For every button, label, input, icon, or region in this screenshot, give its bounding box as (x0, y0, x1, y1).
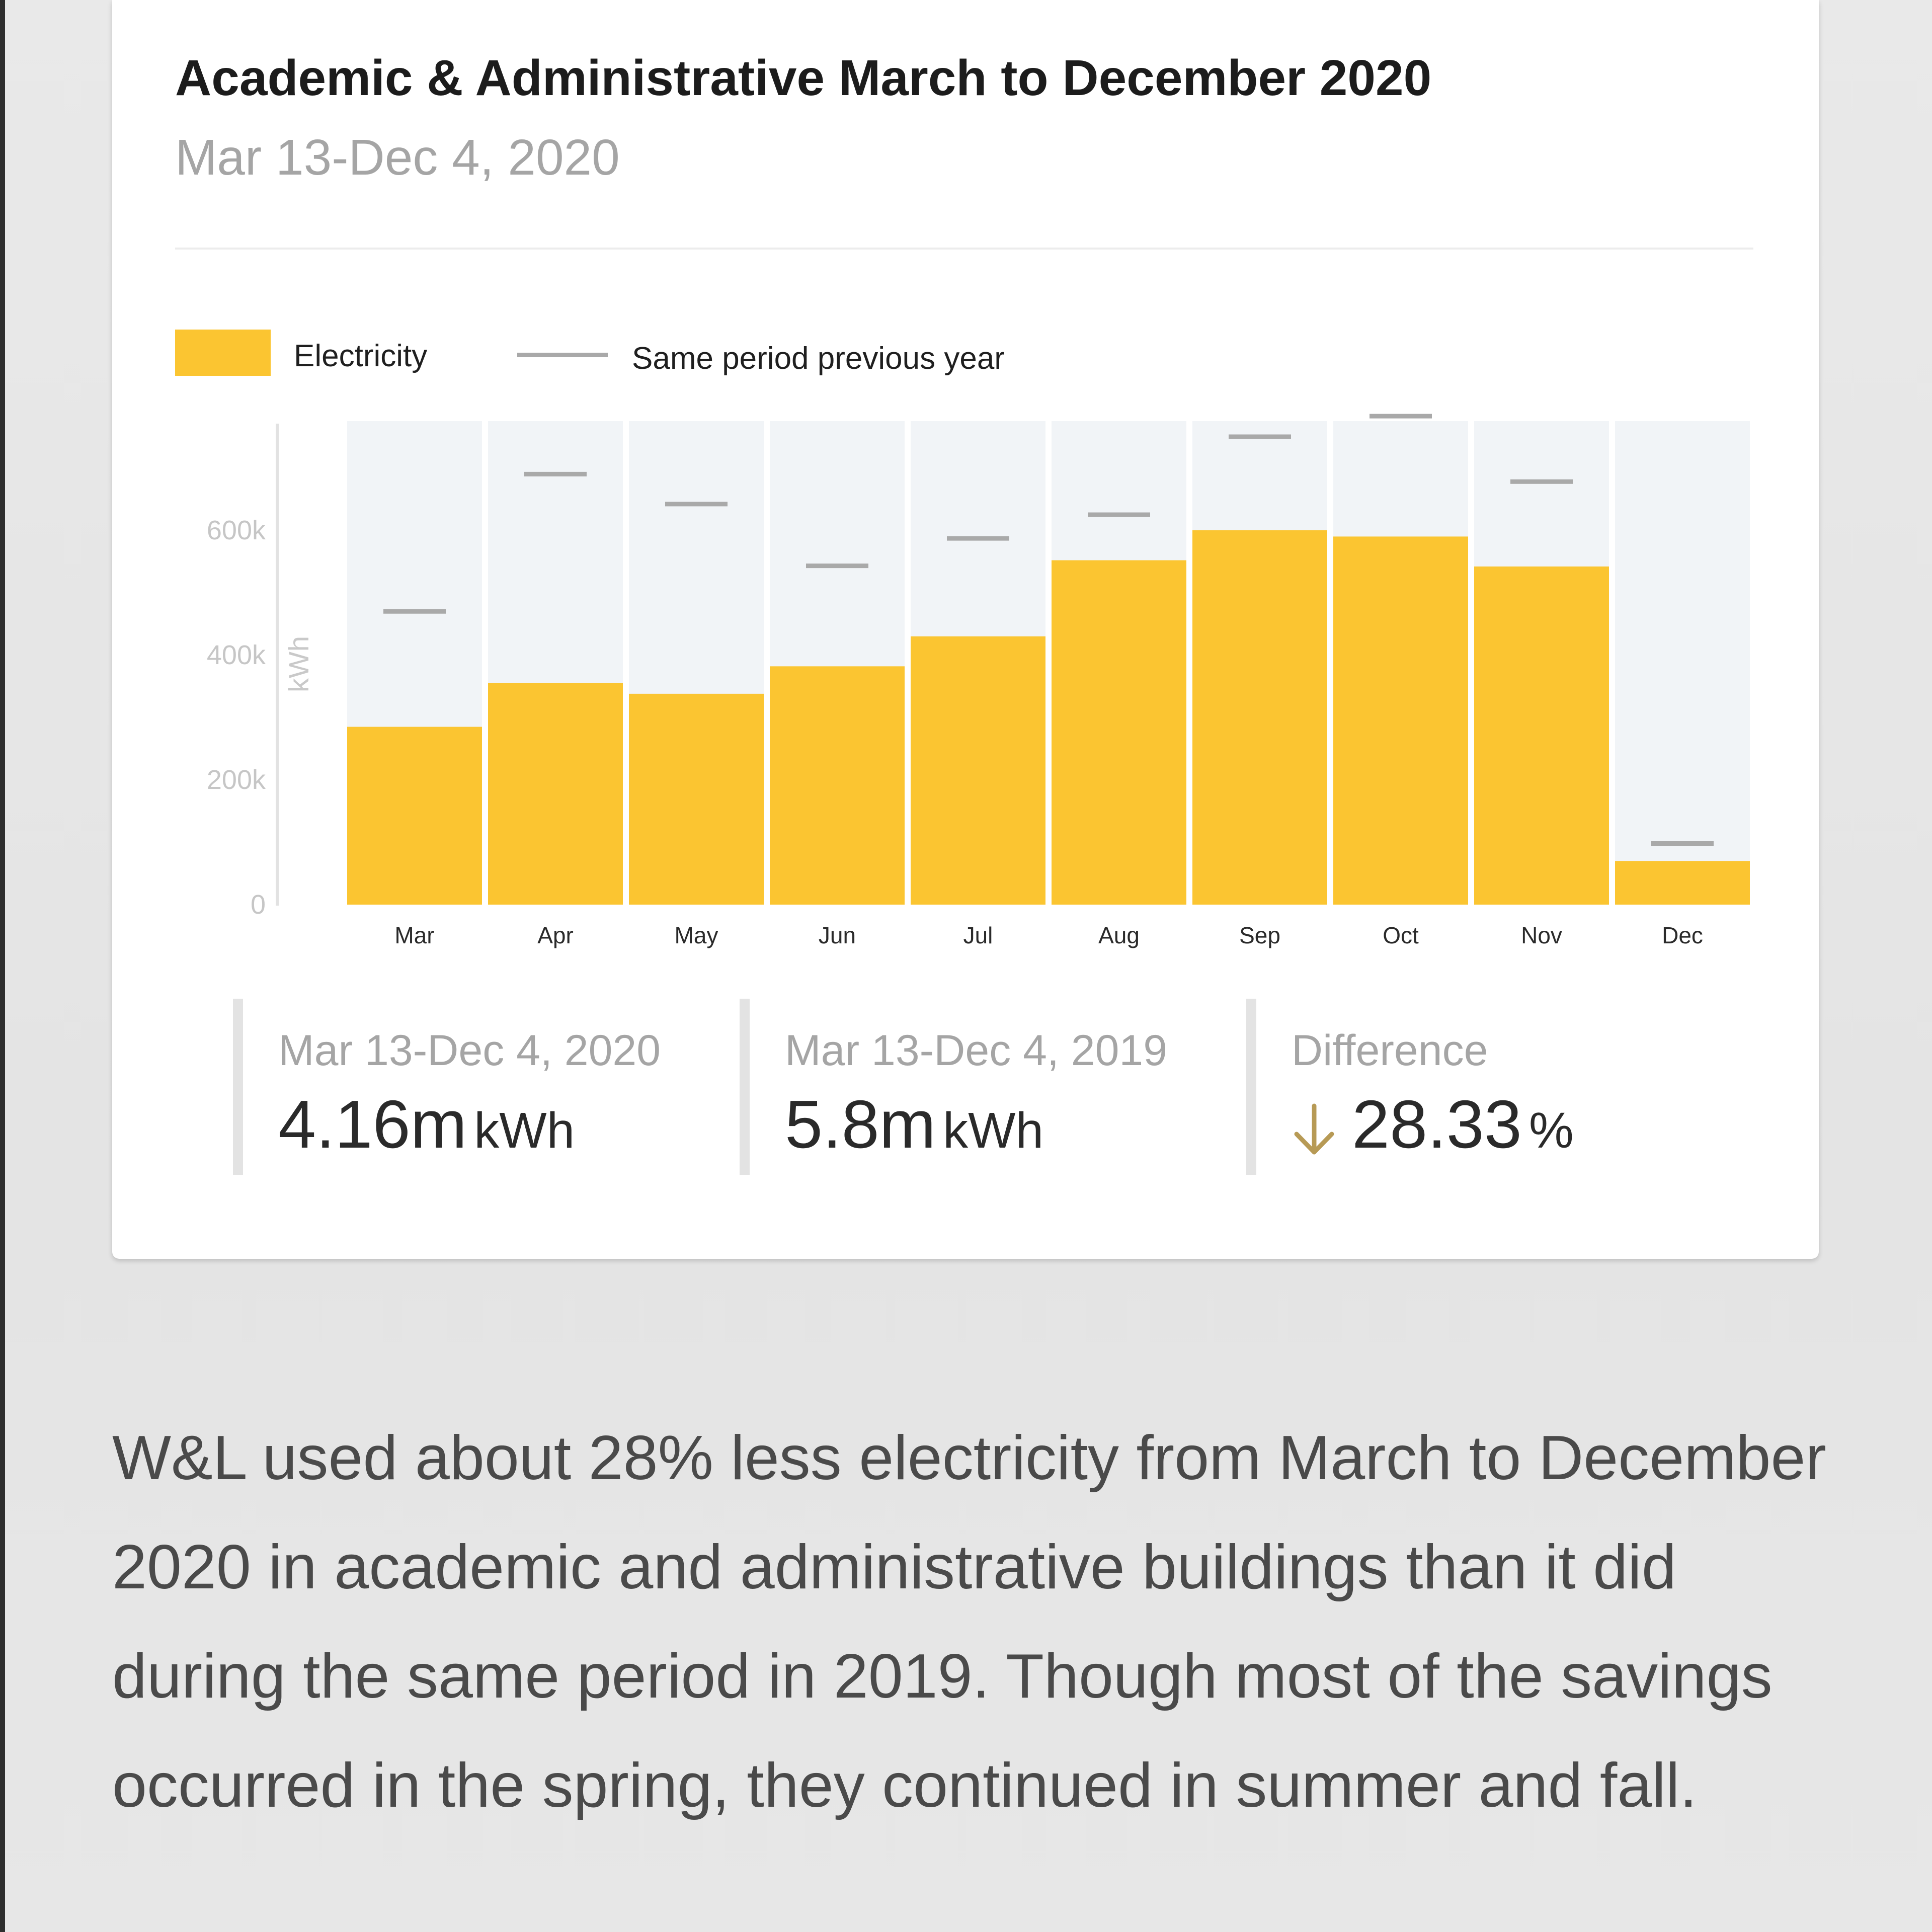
stat-difference (1246, 999, 1749, 1175)
stat-value: 4.16m (278, 1086, 467, 1162)
y-tick-label: 0 (250, 890, 266, 920)
x-tick-label: Jul (963, 922, 993, 948)
bar (1474, 567, 1609, 905)
y-tick-label: 600k (206, 515, 266, 545)
x-tick-label: Apr (537, 922, 574, 948)
y-tick-label: 400k (206, 640, 266, 670)
stat-value: 28.33 (1352, 1086, 1522, 1162)
x-tick-label: May (674, 922, 718, 948)
x-tick-label: Dec (1662, 922, 1703, 948)
stat-current (233, 999, 736, 1175)
stats-row (112, 999, 1819, 1175)
arrow-down-icon (1292, 1102, 1337, 1157)
stat-previous (740, 999, 1243, 1175)
stat-value-row (1292, 1085, 1574, 1163)
legend-label-electricity: Electricity (294, 339, 428, 373)
window-edge (0, 0, 5, 1932)
stat-unit: % (1528, 1102, 1574, 1159)
stat-divider (233, 999, 243, 1175)
body-paragraph: W&L used about 28% less electricity from March to December 2020 in academic and administrative buildings than it did during the same period in 2019. Though most of the savings occurred in the spring, they continued in summer and fall. (112, 1423, 1826, 1820)
stat-label: Mar 13-Dec 4, 2020 (278, 1026, 661, 1075)
bar (488, 683, 623, 905)
stat-label: Mar 13-Dec 4, 2019 (785, 1026, 1168, 1075)
x-tick-label: Oct (1383, 922, 1419, 948)
x-tick-label: Jun (818, 922, 856, 948)
bar (1333, 536, 1468, 905)
bar (770, 666, 905, 905)
stat-unit: kWh (943, 1102, 1044, 1159)
bar (347, 727, 482, 905)
stat-value-row (785, 1085, 1043, 1163)
x-tick-label: Nov (1521, 922, 1562, 948)
stat-label: Difference (1292, 1026, 1488, 1075)
stat-value-row (278, 1085, 575, 1163)
stat-unit: kWh (474, 1102, 575, 1159)
y-axis-title: kWh (283, 636, 314, 692)
stat-divider (1246, 999, 1256, 1175)
bar (629, 694, 764, 905)
stat-divider (740, 999, 750, 1175)
bar (911, 636, 1045, 905)
column-background (1615, 421, 1750, 905)
energy-chart-card (112, 0, 1819, 1259)
stat-value: 5.8m (785, 1086, 936, 1162)
y-tick-label: 200k (206, 765, 266, 795)
legend-label-previous-year: Same period previous year (632, 341, 1005, 376)
bar (1052, 560, 1186, 905)
card-subtitle: Mar 13-Dec 4, 2020 (175, 129, 620, 186)
bar (1615, 861, 1750, 905)
card-title: Academic & Administrative March to December 2020 (175, 50, 1432, 106)
x-tick-label: Sep (1239, 922, 1280, 948)
x-tick-label: Aug (1098, 922, 1140, 948)
bar-chart (112, 0, 1819, 1006)
bar (1192, 530, 1327, 905)
x-tick-label: Mar (394, 922, 435, 948)
